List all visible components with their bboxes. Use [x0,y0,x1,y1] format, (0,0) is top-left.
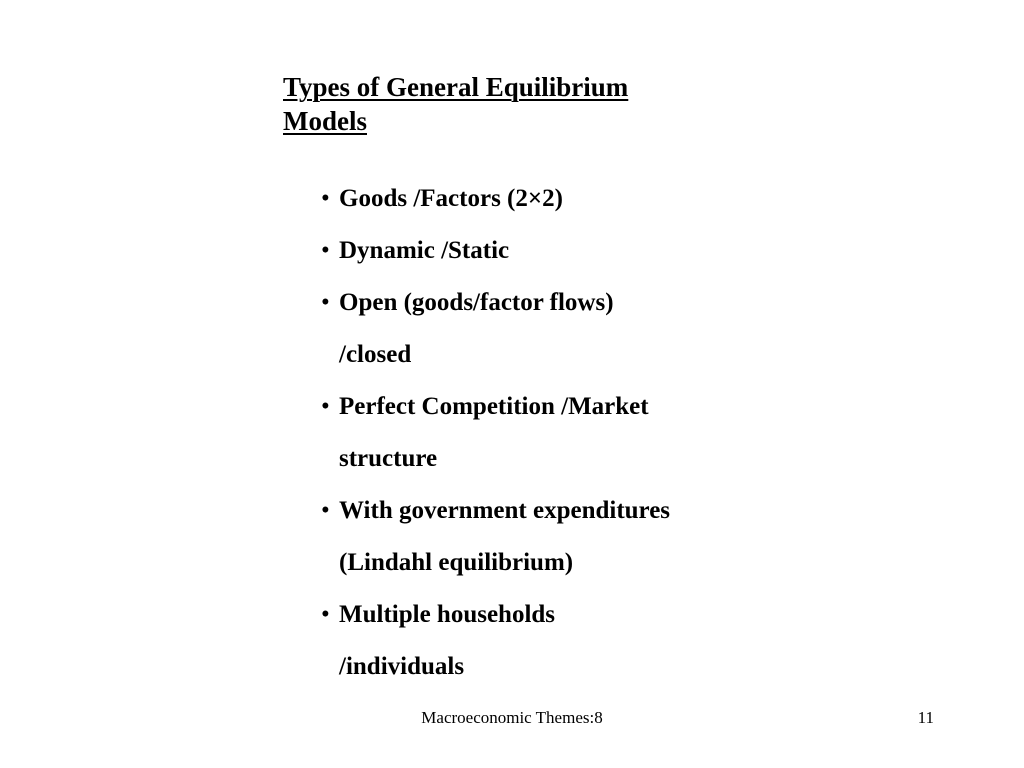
bullet-item-dynamic-static [321,225,761,277]
bullet-text: Perfect Competition /Market [339,393,649,420]
bullet-icon: • [321,393,330,420]
bullet-icon: • [321,237,330,264]
bullet-text: Multiple households [339,601,556,628]
bullet-text-continued: /individuals [339,653,465,680]
bullet-text: Goods /Factors (2×2) [339,185,563,212]
bullet-icon: • [321,185,330,212]
bullet-icon: • [321,497,330,524]
bullet-text: Dynamic /Static [339,237,510,264]
bullet-item-multiple-households [321,589,761,693]
slide-title-line-1: Types of General Equilibrium [283,72,629,102]
bullet-text-continued: /closed [339,341,412,368]
bullet-list [321,173,761,693]
bullet-text: Open (goods/factor flows) [339,289,614,316]
page-number: 11 [917,708,934,727]
bullet-icon: • [321,601,330,628]
bullet-text-continued: structure [339,445,438,472]
bullet-item-competition-market [321,381,761,485]
bullet-icon: • [321,289,330,316]
bullet-text: With government expenditures [339,497,671,524]
bullet-item-government-expenditures [321,485,761,589]
bullet-text-continued: (Lindahl equilibrium) [339,549,574,576]
bullet-item-open-closed [321,277,761,381]
slide-title-line-2: Models [283,106,367,136]
bullet-item-goods-factors [321,173,761,225]
footer-title: Macroeconomic Themes:8 [421,708,603,727]
slide-title [283,70,703,138]
